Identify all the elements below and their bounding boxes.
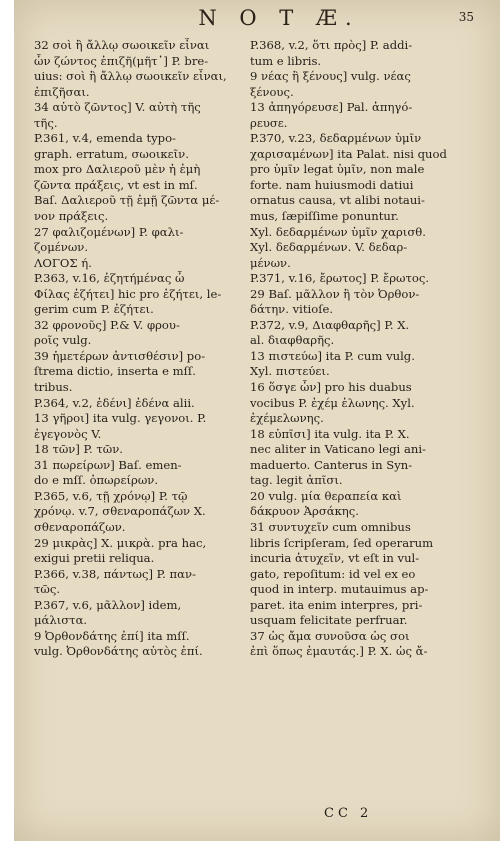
text-line: do e mſſ. ὀπωρείρων.: [34, 473, 159, 488]
page-header: [14, 6, 500, 36]
text-line: σθεναροπάζων.: [34, 519, 126, 534]
text-line: Xyl. δεδαρμένων. V. δεδαρ-: [250, 240, 408, 255]
text-line: tag. legit ἀπῖσι.: [250, 473, 343, 488]
text-line: ἐπὶ ὅπως ἐμαυτάς.] P. X. ὡς ἄ-: [250, 644, 428, 659]
text-line: gato, repoſitum: id vel ex eo: [250, 566, 416, 581]
text-line: 27 φαλιζομένων] P. φαλι-: [34, 224, 184, 239]
text-line: usquam felicitate perfruar.: [250, 613, 408, 628]
text-line: tribus.: [34, 380, 73, 395]
text-line: P.367, v.6, μᾶλλον] idem,: [34, 597, 182, 612]
text-line: ζῶντα πράξεις, vt est in mſ.: [34, 177, 198, 192]
text-line: P.368, v.2, ὅτι πρὸς] P. addi-: [250, 38, 413, 52]
text-line: τῆς.: [34, 115, 58, 130]
book-page: [14, 0, 500, 841]
text-line: 9 Ὀρθονδάτης ἐπί] ita mſſ.: [34, 628, 190, 643]
text-line: ξένους.: [250, 84, 294, 99]
text-line: P.364, v.2, ἐδένι] ἐδένα alii.: [34, 395, 195, 410]
text-line: 34 αὐτὸ ζῶντος] V. αὐτὴ τῆς: [34, 100, 201, 115]
text-line: ροῖς vulg.: [34, 333, 92, 348]
text-line: 18 τῶν] P. τῶν.: [34, 442, 123, 457]
text-line: Xyl. δεδαρμένων ὑμῖν χαρισθ.: [250, 224, 426, 239]
text-line: 31 συντυχεῖν cum omnibus: [250, 519, 411, 534]
text-line: pro ὑμῖν legat ὑμῖν, non male: [250, 162, 425, 177]
text-line: mox pro Δαλιεροῦ μὲν ἡ ἐμὴ: [34, 162, 201, 177]
text-line: 20 vulg. μία θεραπεία καὶ: [250, 488, 402, 503]
text-line: ΛΟΓΟΣ ή.: [34, 255, 92, 270]
text-line: 29 μικρὰς] X. μικρὰ. pra hac,: [34, 535, 207, 550]
text-line: vulg. Ὀρθονδάτης αὐτὸς ἐπί.: [34, 644, 203, 659]
text-line: ὧν ζώντος ἐπιζῆ(μῆτ᾽] P. bre-: [34, 53, 209, 68]
left-column: [34, 38, 256, 660]
text-line: Xyl. πιστεύει.: [250, 364, 330, 379]
text-line: 16 ὅσγε ὧν] pro his duabus: [250, 380, 412, 395]
text-line: mus, ſæpiſſime ponuntur.: [250, 209, 399, 224]
text-line: τῶς.: [34, 582, 61, 597]
text-line: ornatus causa, vt alibi notaui-: [250, 193, 425, 208]
text-line: 29 Baſ. μᾶλλον ἢ τὸν Ὀρθον-: [250, 286, 420, 301]
text-line: Φίλας ἐζήτει] hic pro ἐζήτει, le-: [34, 286, 222, 301]
text-line: ρευσε.: [250, 115, 288, 130]
text-line: quod in interp. mutauimus ap-: [250, 582, 429, 597]
text-line: P.372, v.9, Διαφθαρῆς] P. X.: [250, 317, 410, 332]
text-line: P.371, v.16, ἔρωτος] P. ἔρωτος.: [250, 271, 430, 286]
text-line: 31 πωρείρων] Baſ. emen-: [34, 457, 182, 472]
text-line: χρόνῳ. v.7, σθεναροπάζων X.: [34, 504, 206, 519]
text-line: P.363, v.16, ἐζητήμένας ὦ: [34, 271, 185, 286]
text-line: ἐγεγονὸς V.: [34, 426, 102, 441]
text-line: 13 ἀπηγόρευσε] Pal. ἀπηγό-: [250, 100, 413, 115]
text-line: tum e libris.: [250, 53, 322, 68]
text-line: libris ſcripſeram, ſed operarum: [250, 535, 434, 550]
text-line: δάτην. vitioſe.: [250, 302, 334, 317]
text-line: exigui pretii reliqua.: [34, 551, 155, 566]
text-line: paret. ita enim interpres, pri-: [250, 597, 423, 612]
text-line: μάλιστα.: [34, 613, 88, 628]
text-line: 9 νέας ἢ ξένους] vulg. νέας: [250, 69, 411, 84]
text-line: 13 γῆροι] ita vulg. γεγονοι. P.: [34, 411, 207, 426]
text-line: maduerto. Canterus in Syn-: [250, 457, 413, 472]
text-line: ἐπιζῆσαι.: [34, 84, 90, 99]
text-line: ſtrema dictio, inserta e mſſ.: [34, 364, 196, 379]
text-line: forte. nam huiusmodi datiui: [250, 177, 414, 192]
text-line: nec aliter in Vaticano legi ani-: [250, 442, 426, 457]
text-line: 18 εὐπῖσι] ita vulg. ita P. X.: [250, 426, 410, 441]
text-line: al. διαφθαρῆς.: [250, 333, 335, 348]
text-line: P.361, v.4, emenda typo-: [34, 131, 176, 146]
text-line: Baſ. Δαλιεροῦ τῇ ἐμῇ ζῶντα μέ-: [34, 193, 220, 208]
text-line: P.370, v.23, δεδαρμένων ὑμῖν: [250, 131, 422, 146]
text-line: χαρισαμένων] ita Palat. nisi quod: [250, 146, 447, 161]
text-line: ἐχέμελωνης.: [250, 411, 324, 426]
text-line: 32 σοὶ ἢ ἄλλῳ σωοικεῖν εἶναι: [34, 38, 210, 52]
text-line: δάκρυον Ἀρσάκης.: [250, 504, 359, 519]
right-column: [250, 38, 472, 660]
text-line: uius: σοὶ ἢ ἄλλῳ σωοικεῖν εἶναι,: [34, 69, 227, 84]
text-line: P.365, v.6, τῇ χρόνῳ] P. τῷ: [34, 488, 188, 503]
text-line: 37 ὡς ἄμα συνοῦσα ὡς σοι: [250, 628, 410, 643]
signature-mark: CC 2: [324, 806, 373, 821]
text-line: 32 φρονοῦς] P.& V. φρου-: [34, 317, 180, 332]
text-line: P.366, v.38, πάντως] P. παν-: [34, 566, 196, 581]
text-line: ζομένων.: [34, 240, 89, 255]
text-line: 39 ἡμετέρων ἀντισθέσιν] po-: [34, 348, 206, 363]
text-line: incuria ἀτυχεῖν, vt eſt in vul-: [250, 551, 420, 566]
text-line: νον πράξεις.: [34, 209, 109, 224]
text-line: gerim cum P. ἐζήτει.: [34, 302, 154, 317]
page-number: 35: [458, 10, 474, 24]
running-title: N O T Æ.: [198, 6, 360, 30]
text-line: 13 πιστεύω] ita P. cum vulg.: [250, 348, 415, 363]
text-line: graph. erratum, σωοικεῖν.: [34, 146, 189, 161]
text-line: vocibus P. ἐχέμ ἐλωνης. Xyl.: [250, 395, 415, 410]
text-line: μένων.: [250, 255, 291, 270]
